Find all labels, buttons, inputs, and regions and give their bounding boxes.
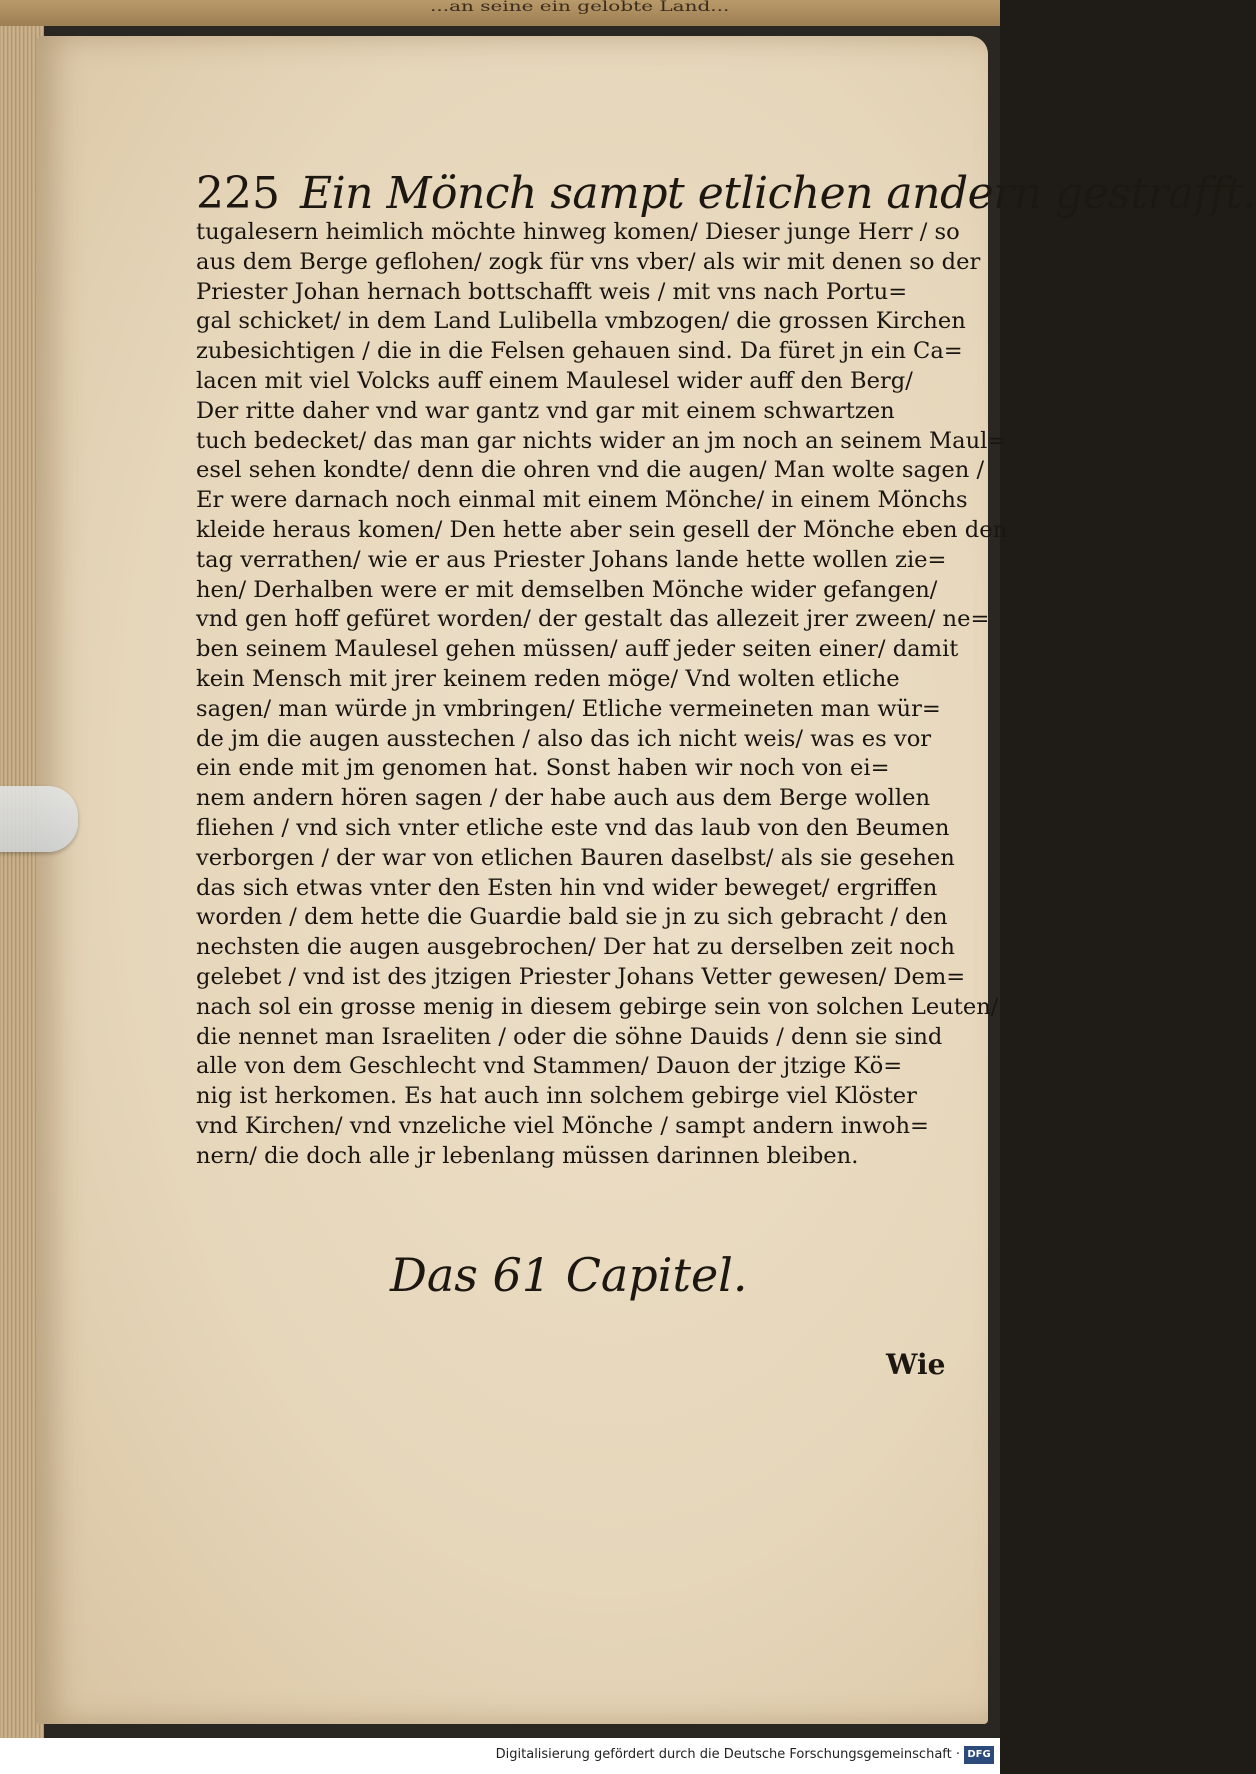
text-line: das sich etwas vnter den Esten hin vnd wider beweget/ ergriffen [196, 874, 938, 901]
text-line: nem andern hören sagen / der habe auch aus dem Berge wollen [196, 785, 931, 812]
chapter-heading: Das 61 Capitel. [390, 1248, 748, 1302]
text-line: zubesichtigen / die in die Felsen gehauen sind. Da füret jn ein Ca= [196, 338, 963, 365]
text-line: Priester Johan hernach bottschafft weis / mit vns nach Portu= [196, 278, 908, 305]
text-line: de jm die augen ausstechen / also das ich nicht weis/ was es vor [196, 725, 932, 752]
text-line: lacen mit viel Volcks auff einem Maulesel wider auff den Berg/ [196, 367, 913, 394]
text-line: tugalesern heimlich möchte hinweg komen/ Dieser junge Herr / so [196, 219, 960, 245]
text-line: alle von dem Geschlecht vnd Stammen/ Dauon der jtzige Kö= [196, 1053, 903, 1080]
body-text [196, 218, 1008, 1172]
text-line: nach sol ein grosse menig in diesem gebirge sein von solchen Leuten/ [196, 993, 999, 1020]
text-line: die nennet man Israeliten / oder die söhne Dauids / denn sie sind [196, 1023, 943, 1050]
dfg-logo: DFG [964, 1746, 994, 1764]
text-line: fliehen / vnd sich vnter etliche este vnd das laub von den Beumen [196, 814, 950, 841]
text-line: aus dem Berge geflohen/ zogk für vns vber/ als wir mit denen so der [196, 248, 981, 275]
text-line: Der ritte daher vnd war gantz vnd gar mit einem schwartzen [196, 397, 895, 424]
text-line: worden / dem hette die Guardie bald sie jn zu sich gebracht / den [196, 904, 948, 931]
text-line: hen/ Derhalben were er mit demselben Mönche wider gefangen/ [196, 576, 938, 603]
previous-page-edge-text: ...an seine ein gelobte Land... [430, 0, 730, 15]
text-line: esel sehen kondte/ denn die ohren vnd die augen/ Man wolte sagen / [196, 457, 985, 484]
text-line: verborgen / der war von etlichen Bauren daselbst/ als sie gesehen [196, 844, 955, 871]
text-line: sagen/ man würde jn vmbringen/ Etliche vermeineten man wür= [196, 695, 941, 722]
text-line: vnd gen hoff gefüret worden/ der gestalt das allezeit jrer zween/ ne= [196, 606, 990, 633]
text-line: nig ist herkomen. Es hat auch inn solchem gebirge viel Klöster [196, 1083, 917, 1110]
text-line: ben seinem Maulesel gehen müssen/ auff jeder seiten einer/ damit [196, 636, 959, 663]
page-number: 225 [196, 168, 280, 219]
running-head-title: Ein Mönch sampt etlichen andern gestrafft. [299, 168, 1256, 219]
text-line: Er were darnach noch einmal mit einem Mönche/ in einem Mönchs [196, 487, 968, 514]
bookmark-tab [0, 786, 78, 852]
text-line: tuch bedecket/ das man gar nichts wider an jm noch an seinem Maul= [196, 427, 1007, 454]
running-head [196, 168, 1256, 219]
text-line: tag verrathen/ wie er aus Priester Johans lande hette wollen zie= [196, 546, 947, 573]
catchword: Wie [886, 1348, 946, 1381]
text-line: kleide heraus komen/ Den hette aber sein gesell der Mönche eben den [196, 516, 1008, 543]
text-line: nechsten die augen ausgebrochen/ Der hat zu derselben zeit noch [196, 934, 955, 961]
text-line: gal schicket/ in dem Land Lulibella vmbzogen/ die grossen Kirchen [196, 308, 966, 335]
text-line: vnd Kirchen/ vnd vnzeliche viel Mönche / sampt andern inwoh= [196, 1112, 929, 1139]
text-line: gelebet / vnd ist des jtzigen Priester Johans Vetter gewesen/ Dem= [196, 963, 966, 990]
text-line: ein ende mit jm genomen hat. Sonst haben wir noch von ei= [196, 755, 890, 782]
text-line: kein Mensch mit jrer keinem reden möge/ Vnd wolten etliche [196, 665, 900, 692]
footer-credit: Digitalisierung gefördert durch die Deutsche Forschungsgemeinschaft · [495, 1747, 960, 1762]
text-line: nern/ die doch alle jr lebenlang müssen darinnen bleiben. [196, 1142, 859, 1169]
footer-bar [0, 1738, 1000, 1774]
